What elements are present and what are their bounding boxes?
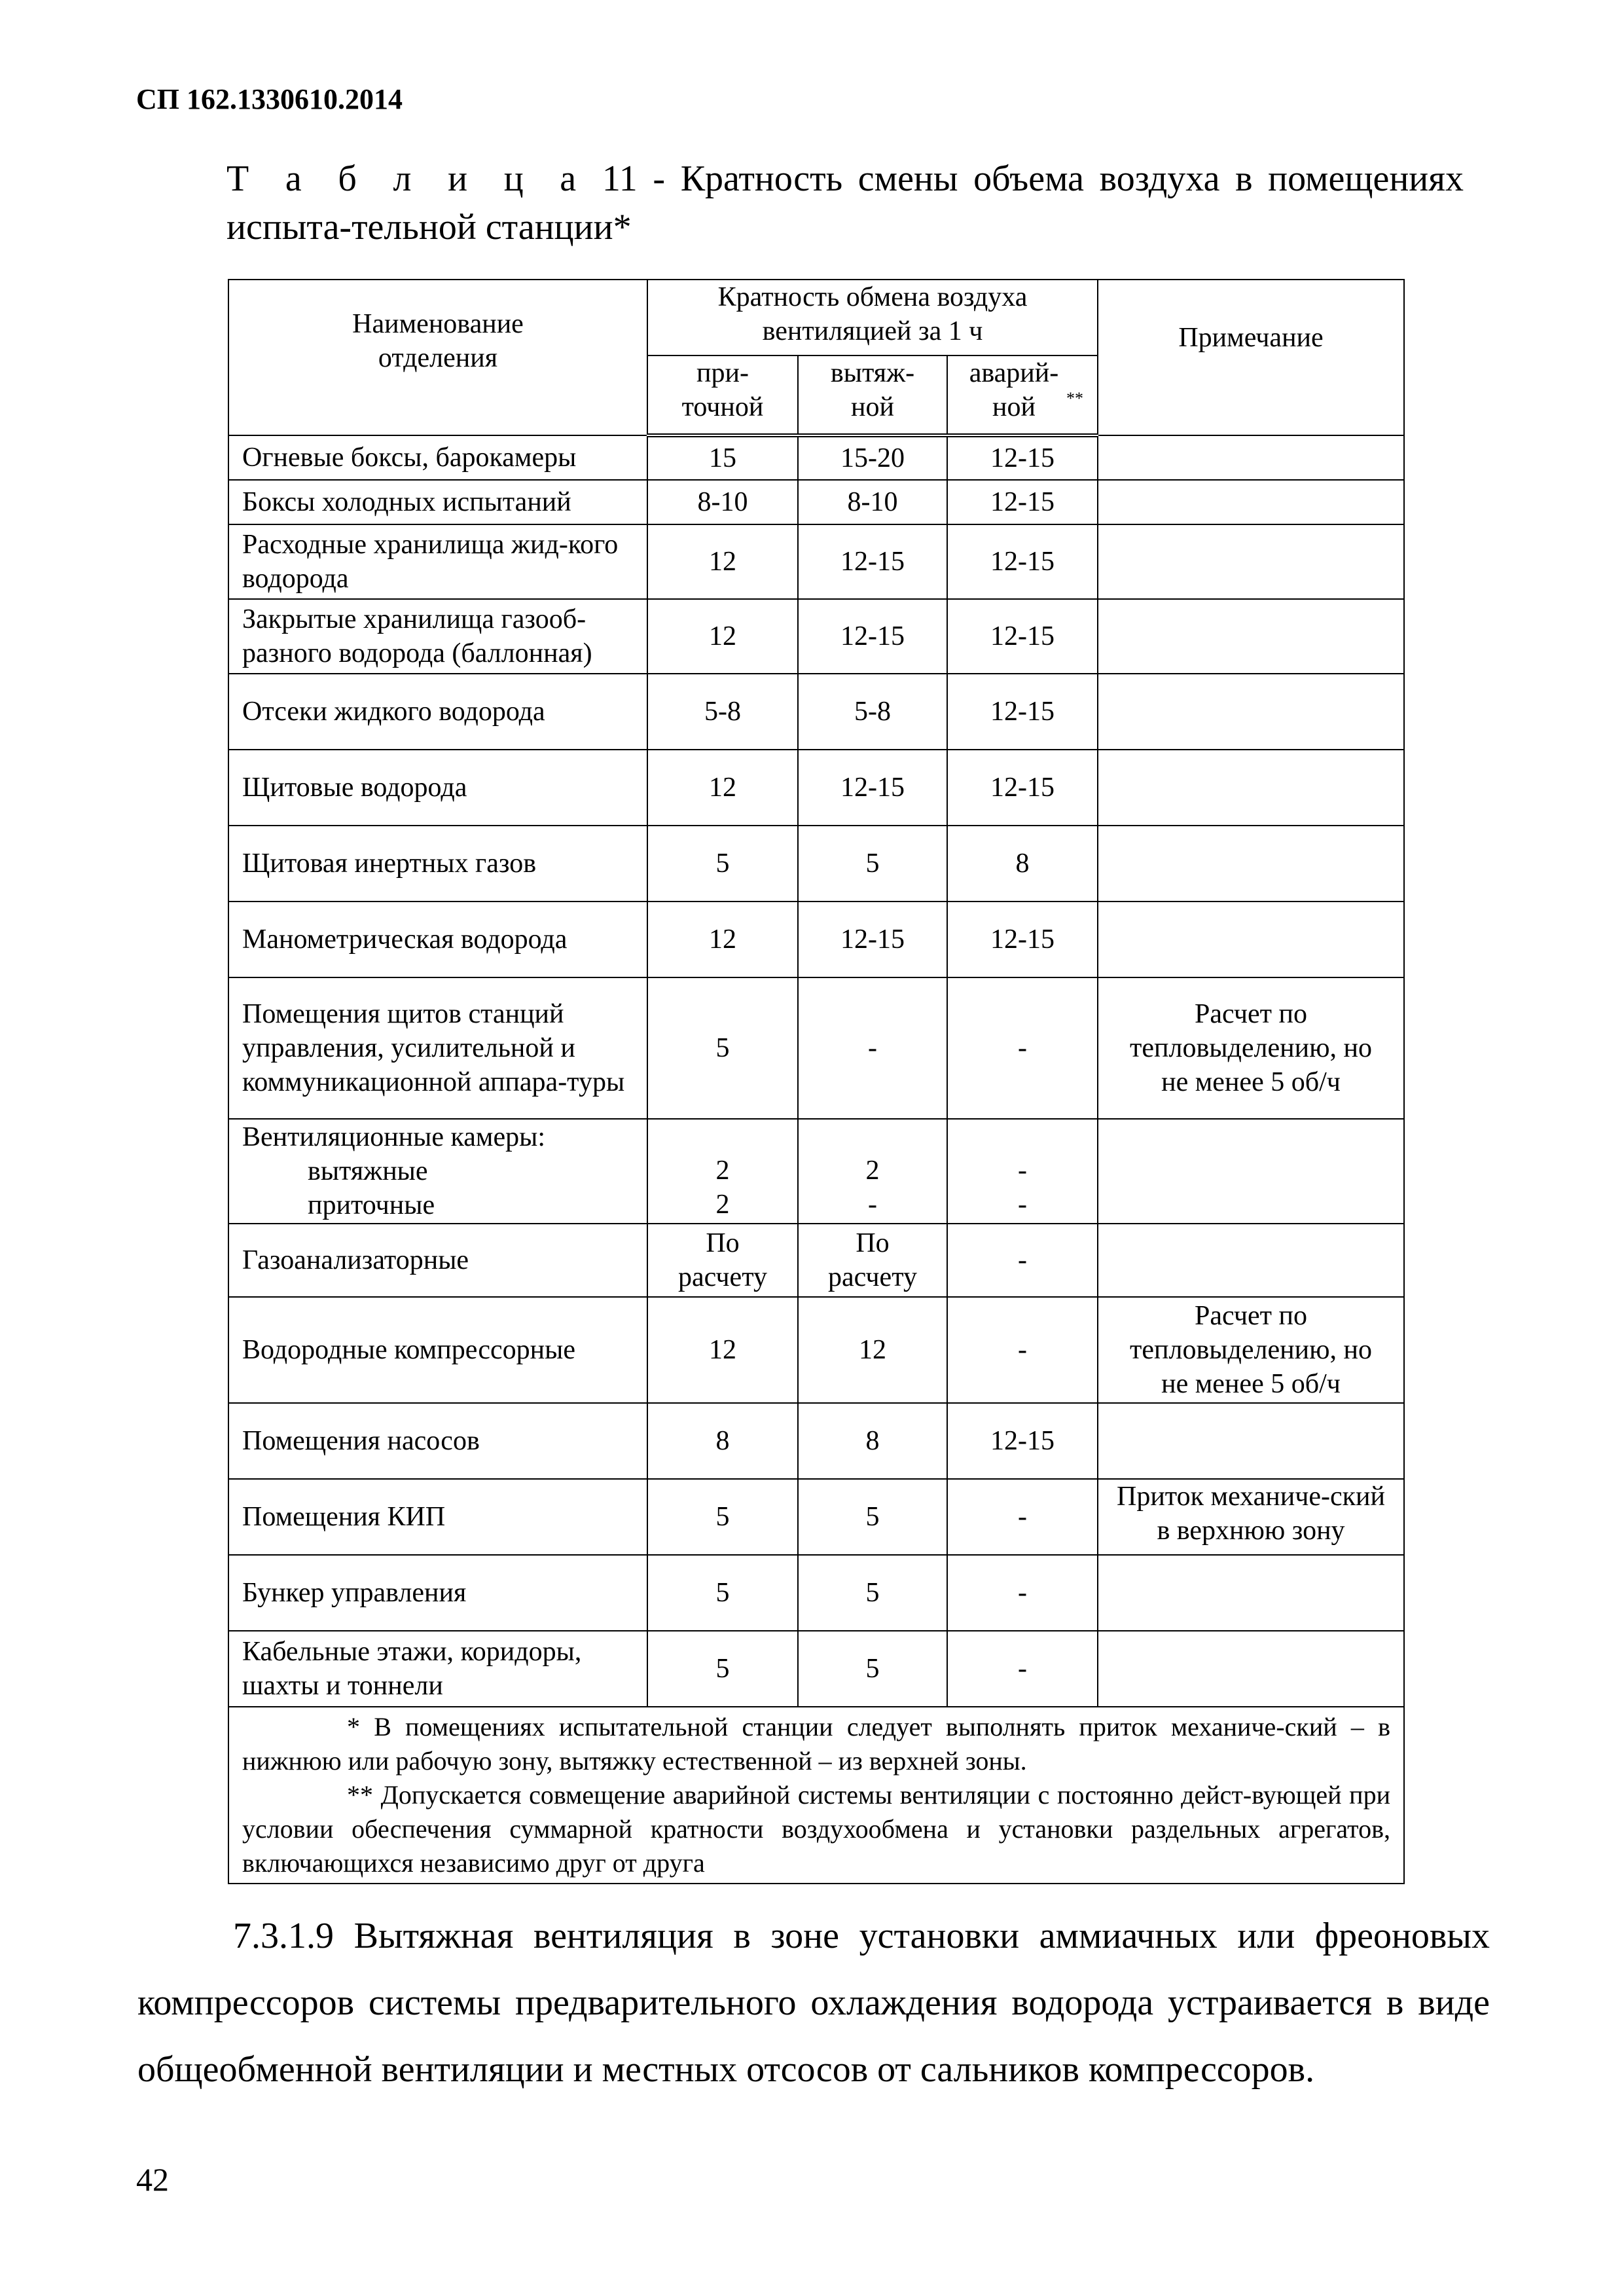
table-row: Щитовые водорода 12 12-15 12-15 [228,750,1404,826]
page-number: 42 [136,2161,169,2198]
header-name: Наименование отделения [228,280,647,435]
ventilation-table [228,279,1405,1884]
table-caption [226,155,1464,251]
document-code: СП 162.1330610.2014 [136,83,403,115]
table-row: Газоанализаторные По расчету По расчету - [228,1224,1404,1297]
table-caption-number: 11 [602,158,638,199]
footnote-1: * В помещениях испытательной станции следует выполнять приток механиче-ский – в нижнюю или рабочую зону, вытяжку естественной – из верхней зоны. [242,1712,1390,1776]
table-row: Водородные компрессорные 12 12 - Расчет по тепловыделению, но не менее 5 об/ч [228,1297,1404,1403]
paragraph-7-3-1-9 [137,1903,1490,2103]
table-row: Боксы холодных испытаний 8-10 8-10 12-15 [228,480,1404,524]
paragraph-number: 7.3.1.9 [233,1916,334,1956]
table-row: Огневые боксы, барокамеры 15 15-20 12-15 [228,435,1404,480]
table-row: Помещения насосов 8 8 12-15 [228,1403,1404,1479]
emergency-footnote-mark: ** [1066,389,1083,408]
table-row: Манометрическая водорода 12 12-15 12-15 [228,902,1404,977]
table-row: Кабельные этажи, коридоры, шахты и тоннели 5 5 - [228,1631,1404,1707]
header-exhaust: вытяж-ной [798,355,947,435]
header-supply: при-точной [647,355,798,435]
table-caption-text: Кратность смены объема воздуха в помещениях испыта-тельной станции* [226,158,1464,247]
table-row: Расходные хранилища жид-кого водорода 12 12-15 12-15 [228,524,1404,599]
paragraph-text: Вытяжная вентиляция в зоне установки аммиачных или фреоновых компрессоров системы предварительного охлаждения водорода устраивается в виде общеобменной вентиляции и местных отсосов от сальников компрессоров. [137,1916,1490,2090]
table-row: Бункер управления 5 5 - [228,1555,1404,1631]
table-row: Помещения КИП 5 5 - Приток механиче-ский в верхнюю зону [228,1479,1404,1555]
table-row: Вентиляционные камеры: вытяжные приточные 2 2 2 - - - [228,1119,1404,1224]
table-caption-label: Т а б л и ц а [226,158,587,199]
footnote-2: ** Допускается совмещение аварийной системы вентиляции с постоянно дейст-вующей при условии обеспечения суммарной кратности воздухообмена и установки раздельных агрегатов, включающихся независимо друг от друга [242,1780,1390,1878]
table-caption-dash: - [637,158,681,199]
header-note: Примечание [1098,280,1404,435]
table-footnotes [228,1707,1404,1884]
table-row: Помещения щитов станций управления, усилительной и коммуникационной аппара-туры 5 - - Расчет по тепловыделению, но не менее 5 об/ч [228,977,1404,1119]
table-footnotes-row [228,1707,1404,1884]
table-row: Щитовая инертных газов 5 5 8 [228,826,1404,902]
table-row: Закрытые хранилища газооб-разного водорода (баллонная) 12 12-15 12-15 [228,599,1404,674]
header-emergency: аварий-ной ** [947,355,1098,435]
table-row: Отсеки жидкого водорода 5-8 5-8 12-15 [228,674,1404,750]
header-air-exchange: Кратность обмена воздуха вентиляцией за 1 ч [647,280,1098,355]
